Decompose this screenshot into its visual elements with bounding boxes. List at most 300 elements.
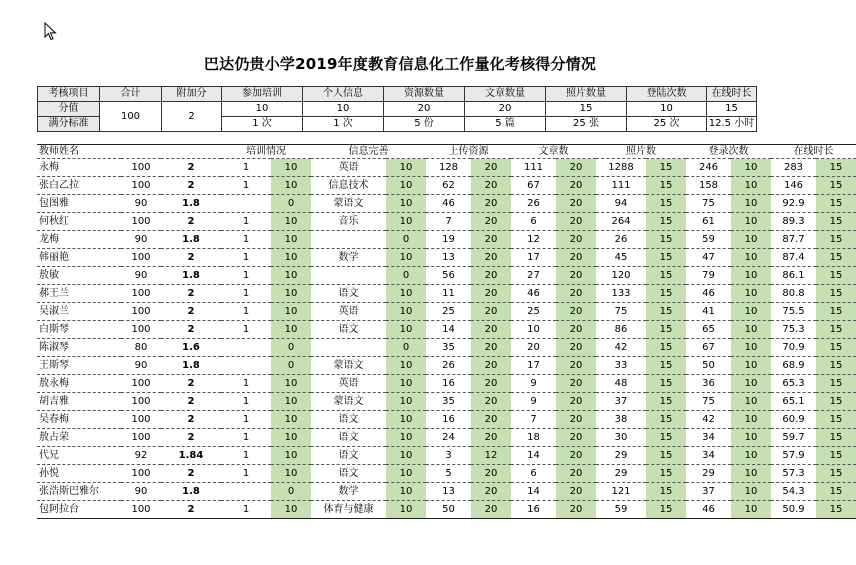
login-score: 10 (731, 267, 771, 285)
criteria-header-cell: 考核项目 (38, 87, 100, 102)
online-score: 15 (816, 249, 856, 267)
login-count: 158 (686, 177, 731, 195)
resource-count: 128 (426, 159, 471, 177)
info-score: 10 (386, 195, 426, 213)
training-score: 10 (271, 159, 311, 177)
resource-score: 20 (471, 339, 511, 357)
criteria-header-cell: 合计 (100, 87, 162, 102)
total-score: 100 (121, 393, 161, 411)
info-score: 10 (386, 213, 426, 231)
article-count: 20 (511, 339, 556, 357)
training-count: 1 (221, 213, 271, 231)
training-score: 10 (271, 447, 311, 465)
photo-score: 15 (646, 303, 686, 321)
online-score: 15 (816, 357, 856, 375)
column-header: 登录次数 (686, 145, 771, 159)
online-score: 15 (816, 231, 856, 249)
teacher-name: 何秋红 (37, 213, 121, 231)
online-score: 15 (816, 321, 856, 339)
training-count: 1 (221, 303, 271, 321)
column-header: 照片数 (596, 145, 686, 159)
table-row (37, 267, 856, 285)
photo-score: 15 (646, 249, 686, 267)
photo-score: 15 (646, 447, 686, 465)
total-score: 90 (121, 357, 161, 375)
info-score: 10 (386, 501, 426, 519)
article-count: 12 (511, 231, 556, 249)
teacher-name: 龙梅 (37, 231, 121, 249)
photo-score: 15 (646, 501, 686, 519)
article-count: 46 (511, 285, 556, 303)
info-subject: 蒙语文 (311, 357, 386, 375)
online-score: 15 (816, 195, 856, 213)
article-score: 20 (556, 159, 596, 177)
teacher-name: 王斯琴 (37, 357, 121, 375)
login-count: 29 (686, 465, 731, 483)
resource-score: 20 (471, 285, 511, 303)
online-hours: 70.9 (771, 339, 816, 357)
article-count: 9 (511, 375, 556, 393)
online-hours: 68.9 (771, 357, 816, 375)
criteria-score-cell: 10 (627, 102, 707, 117)
teacher-name: 孙悦 (37, 465, 121, 483)
bonus-score: 2 (161, 501, 221, 519)
info-subject (311, 231, 386, 249)
total-score: 100 (100, 102, 162, 132)
info-score: 0 (386, 267, 426, 285)
article-score: 20 (556, 267, 596, 285)
full-standard-cell: 1 次 (222, 117, 303, 132)
info-score: 10 (386, 321, 426, 339)
online-score: 15 (816, 285, 856, 303)
criteria-header-cell: 资源数量 (384, 87, 465, 102)
login-count: 79 (686, 267, 731, 285)
bonus-score: 2 (161, 285, 221, 303)
login-count: 75 (686, 393, 731, 411)
photo-count: 264 (596, 213, 646, 231)
full-standard-cell: 1 次 (303, 117, 384, 132)
photo-score: 15 (646, 429, 686, 447)
training-count: 1 (221, 465, 271, 483)
training-count: 1 (221, 285, 271, 303)
info-score: 10 (386, 303, 426, 321)
training-count: 1 (221, 159, 271, 177)
info-score: 10 (386, 249, 426, 267)
bonus-score: 2 (161, 303, 221, 321)
resource-score: 20 (471, 213, 511, 231)
criteria-score-row (38, 102, 757, 117)
info-subject: 语文 (311, 285, 386, 303)
column-header: 在线时长 (771, 145, 856, 159)
bonus-score: 2 (161, 429, 221, 447)
online-hours: 86.1 (771, 267, 816, 285)
login-score: 10 (731, 411, 771, 429)
total-score: 90 (121, 267, 161, 285)
full-standard-cell: 12.5 小时 (707, 117, 757, 132)
criteria-header-cell: 参加培训 (222, 87, 303, 102)
online-hours: 87.4 (771, 249, 816, 267)
teacher-name: 白斯琴 (37, 321, 121, 339)
info-subject: 语文 (311, 321, 386, 339)
total-score: 90 (121, 231, 161, 249)
article-count: 27 (511, 267, 556, 285)
photo-count: 26 (596, 231, 646, 249)
training-score: 10 (271, 321, 311, 339)
info-score: 10 (386, 483, 426, 501)
login-count: 75 (686, 195, 731, 213)
full-standard-cell: 5 份 (384, 117, 465, 132)
total-score: 100 (121, 159, 161, 177)
photo-count: 48 (596, 375, 646, 393)
login-score: 10 (731, 429, 771, 447)
photo-count: 29 (596, 447, 646, 465)
article-score: 20 (556, 285, 596, 303)
info-subject: 语文 (311, 447, 386, 465)
login-count: 61 (686, 213, 731, 231)
online-hours: 60.9 (771, 411, 816, 429)
teacher-scores-table (37, 144, 856, 519)
photo-count: 29 (596, 465, 646, 483)
table-row (37, 195, 856, 213)
login-score: 10 (731, 177, 771, 195)
online-hours: 75.3 (771, 321, 816, 339)
total-score: 80 (121, 339, 161, 357)
online-score: 15 (816, 501, 856, 519)
info-subject: 英语 (311, 159, 386, 177)
article-count: 25 (511, 303, 556, 321)
article-count: 10 (511, 321, 556, 339)
login-score: 10 (731, 393, 771, 411)
photo-score: 15 (646, 267, 686, 285)
bonus-score: 1.8 (161, 483, 221, 501)
photo-score: 15 (646, 411, 686, 429)
article-count: 6 (511, 465, 556, 483)
criteria-score-cell: 15 (546, 102, 627, 117)
full-standard-label: 满分标准 (38, 117, 100, 132)
login-score: 10 (731, 303, 771, 321)
bonus-score: 2 (161, 393, 221, 411)
total-score: 100 (121, 411, 161, 429)
info-subject: 语文 (311, 411, 386, 429)
total-score: 90 (121, 195, 161, 213)
training-score: 10 (271, 213, 311, 231)
info-subject (311, 339, 386, 357)
article-count: 14 (511, 447, 556, 465)
criteria-header-cell: 个人信息 (303, 87, 384, 102)
info-score: 10 (386, 285, 426, 303)
photo-count: 42 (596, 339, 646, 357)
resource-count: 13 (426, 483, 471, 501)
online-hours: 50.9 (771, 501, 816, 519)
training-count (221, 357, 271, 375)
training-count (221, 195, 271, 213)
info-subject: 语文 (311, 465, 386, 483)
training-score: 10 (271, 411, 311, 429)
article-score: 20 (556, 483, 596, 501)
table-row (37, 465, 856, 483)
training-count: 1 (221, 177, 271, 195)
criteria-header-cell: 附加分 (162, 87, 222, 102)
article-score: 20 (556, 429, 596, 447)
login-count: 34 (686, 447, 731, 465)
training-score: 10 (271, 303, 311, 321)
info-subject: 英语 (311, 375, 386, 393)
article-score: 20 (556, 501, 596, 519)
full-standard-cell: 25 次 (627, 117, 707, 132)
table-header-row (37, 145, 856, 159)
info-score: 10 (386, 447, 426, 465)
resource-score: 20 (471, 303, 511, 321)
article-score: 20 (556, 177, 596, 195)
resource-count: 35 (426, 339, 471, 357)
training-count (221, 339, 271, 357)
login-score: 10 (731, 339, 771, 357)
bonus-score: 1.8 (161, 195, 221, 213)
training-score: 10 (271, 465, 311, 483)
online-hours: 65.1 (771, 393, 816, 411)
info-score: 10 (386, 177, 426, 195)
teacher-name: 包阿拉台 (37, 501, 121, 519)
info-score: 0 (386, 231, 426, 249)
bonus-score: 1.6 (161, 339, 221, 357)
total-score: 100 (121, 285, 161, 303)
login-score: 10 (731, 357, 771, 375)
resource-score: 20 (471, 465, 511, 483)
resource-count: 7 (426, 213, 471, 231)
bonus-score: 1.8 (161, 231, 221, 249)
resource-count: 14 (426, 321, 471, 339)
info-score: 10 (386, 429, 426, 447)
info-subject: 英语 (311, 303, 386, 321)
total-score: 100 (121, 429, 161, 447)
criteria-header-cell: 照片数量 (546, 87, 627, 102)
resource-count: 16 (426, 411, 471, 429)
teacher-name: 张白乙拉 (37, 177, 121, 195)
resource-count: 19 (426, 231, 471, 249)
login-count: 50 (686, 357, 731, 375)
training-count: 1 (221, 447, 271, 465)
online-score: 15 (816, 465, 856, 483)
resource-count: 26 (426, 357, 471, 375)
online-score: 15 (816, 339, 856, 357)
training-score: 10 (271, 429, 311, 447)
resource-score: 12 (471, 447, 511, 465)
photo-count: 1288 (596, 159, 646, 177)
info-score: 10 (386, 159, 426, 177)
total-score: 100 (121, 465, 161, 483)
bonus-score: 1.8 (161, 357, 221, 375)
photo-count: 133 (596, 285, 646, 303)
article-score: 20 (556, 339, 596, 357)
resource-score: 20 (471, 357, 511, 375)
info-subject: 蒙语文 (311, 393, 386, 411)
resource-score: 20 (471, 159, 511, 177)
resource-count: 25 (426, 303, 471, 321)
criteria-score-cell: 15 (707, 102, 757, 117)
criteria-header-row (38, 87, 757, 102)
total-score: 92 (121, 447, 161, 465)
login-score: 10 (731, 375, 771, 393)
online-score: 15 (816, 213, 856, 231)
info-subject (311, 267, 386, 285)
bonus-score: 2 (161, 465, 221, 483)
total-score: 100 (121, 321, 161, 339)
login-score: 10 (731, 249, 771, 267)
bonus-score: 1.8 (161, 267, 221, 285)
online-hours: 59.7 (771, 429, 816, 447)
teacher-name: 敖占荣 (37, 429, 121, 447)
info-score: 10 (386, 357, 426, 375)
resource-score: 20 (471, 231, 511, 249)
bonus-score: 2 (162, 102, 222, 132)
resource-score: 20 (471, 375, 511, 393)
bonus-score: 2 (161, 249, 221, 267)
scoring-criteria-table (37, 86, 757, 132)
bonus-score: 2 (161, 177, 221, 195)
photo-count: 111 (596, 177, 646, 195)
bonus-score: 2 (161, 375, 221, 393)
photo-score: 15 (646, 465, 686, 483)
resource-count: 56 (426, 267, 471, 285)
photo-score: 15 (646, 483, 686, 501)
online-score: 15 (816, 267, 856, 285)
resource-score: 20 (471, 501, 511, 519)
online-hours: 65.3 (771, 375, 816, 393)
login-count: 37 (686, 483, 731, 501)
login-count: 47 (686, 249, 731, 267)
article-score: 20 (556, 303, 596, 321)
training-score: 10 (271, 285, 311, 303)
training-score: 0 (271, 357, 311, 375)
article-count: 17 (511, 357, 556, 375)
criteria-header-cell: 在线时长 (707, 87, 757, 102)
bonus-score: 2 (161, 213, 221, 231)
photo-count: 75 (596, 303, 646, 321)
article-count: 111 (511, 159, 556, 177)
article-count: 14 (511, 483, 556, 501)
online-hours: 54.3 (771, 483, 816, 501)
criteria-header-cell: 登陆次数 (627, 87, 707, 102)
login-score: 10 (731, 483, 771, 501)
resource-score: 20 (471, 177, 511, 195)
column-header: 教师姓名 (37, 145, 121, 159)
training-count: 1 (221, 375, 271, 393)
resource-score: 20 (471, 483, 511, 501)
table-row (37, 429, 856, 447)
article-count: 16 (511, 501, 556, 519)
login-score: 10 (731, 195, 771, 213)
resource-score: 20 (471, 249, 511, 267)
login-count: 46 (686, 501, 731, 519)
info-score: 10 (386, 393, 426, 411)
teacher-name: 包图雅 (37, 195, 121, 213)
table-row (37, 339, 856, 357)
teacher-name: 胡吉雅 (37, 393, 121, 411)
photo-score: 15 (646, 393, 686, 411)
online-hours: 75.5 (771, 303, 816, 321)
photo-count: 86 (596, 321, 646, 339)
online-score: 15 (816, 483, 856, 501)
article-count: 9 (511, 393, 556, 411)
login-score: 10 (731, 213, 771, 231)
bonus-score: 2 (161, 321, 221, 339)
resource-count: 3 (426, 447, 471, 465)
photo-count: 120 (596, 267, 646, 285)
article-count: 67 (511, 177, 556, 195)
info-score: 10 (386, 375, 426, 393)
training-score: 10 (271, 501, 311, 519)
training-count: 1 (221, 249, 271, 267)
article-score: 20 (556, 231, 596, 249)
article-count: 17 (511, 249, 556, 267)
article-count: 18 (511, 429, 556, 447)
training-score: 10 (271, 249, 311, 267)
full-standard-cell: 25 张 (546, 117, 627, 132)
online-score: 15 (816, 411, 856, 429)
login-count: 246 (686, 159, 731, 177)
article-score: 20 (556, 357, 596, 375)
login-score: 10 (731, 501, 771, 519)
criteria-score-cell: 10 (303, 102, 384, 117)
photo-count: 38 (596, 411, 646, 429)
training-score: 0 (271, 195, 311, 213)
training-score: 10 (271, 393, 311, 411)
resource-count: 11 (426, 285, 471, 303)
article-score: 20 (556, 465, 596, 483)
photo-score: 15 (646, 339, 686, 357)
info-subject: 语文 (311, 429, 386, 447)
photo-score: 15 (646, 177, 686, 195)
training-count: 1 (221, 393, 271, 411)
article-score: 20 (556, 447, 596, 465)
online-hours: 57.9 (771, 447, 816, 465)
total-score: 100 (121, 303, 161, 321)
login-score: 10 (731, 321, 771, 339)
resource-count: 35 (426, 393, 471, 411)
bonus-score: 2 (161, 159, 221, 177)
teacher-name: 郝王兰 (37, 285, 121, 303)
teacher-name: 吴春梅 (37, 411, 121, 429)
online-score: 15 (816, 393, 856, 411)
bonus-score: 2 (161, 411, 221, 429)
photo-count: 121 (596, 483, 646, 501)
resource-score: 20 (471, 393, 511, 411)
resource-score: 20 (471, 195, 511, 213)
resource-count: 5 (426, 465, 471, 483)
resource-count: 62 (426, 177, 471, 195)
photo-score: 15 (646, 231, 686, 249)
resource-score: 20 (471, 321, 511, 339)
teacher-name: 张浩斯巴雅尔 (37, 483, 121, 501)
info-subject: 体育与健康 (311, 501, 386, 519)
full-standard-cell: 5 篇 (465, 117, 546, 132)
resource-count: 46 (426, 195, 471, 213)
login-score: 10 (731, 231, 771, 249)
photo-count: 45 (596, 249, 646, 267)
photo-score: 15 (646, 285, 686, 303)
score-label: 分值 (38, 102, 100, 117)
table-row (37, 483, 856, 501)
login-score: 10 (731, 465, 771, 483)
table-row (37, 249, 856, 267)
photo-count: 33 (596, 357, 646, 375)
criteria-score-cell: 10 (222, 102, 303, 117)
login-count: 41 (686, 303, 731, 321)
table-row (37, 321, 856, 339)
online-hours: 87.7 (771, 231, 816, 249)
training-score: 10 (271, 231, 311, 249)
table-row (37, 177, 856, 195)
